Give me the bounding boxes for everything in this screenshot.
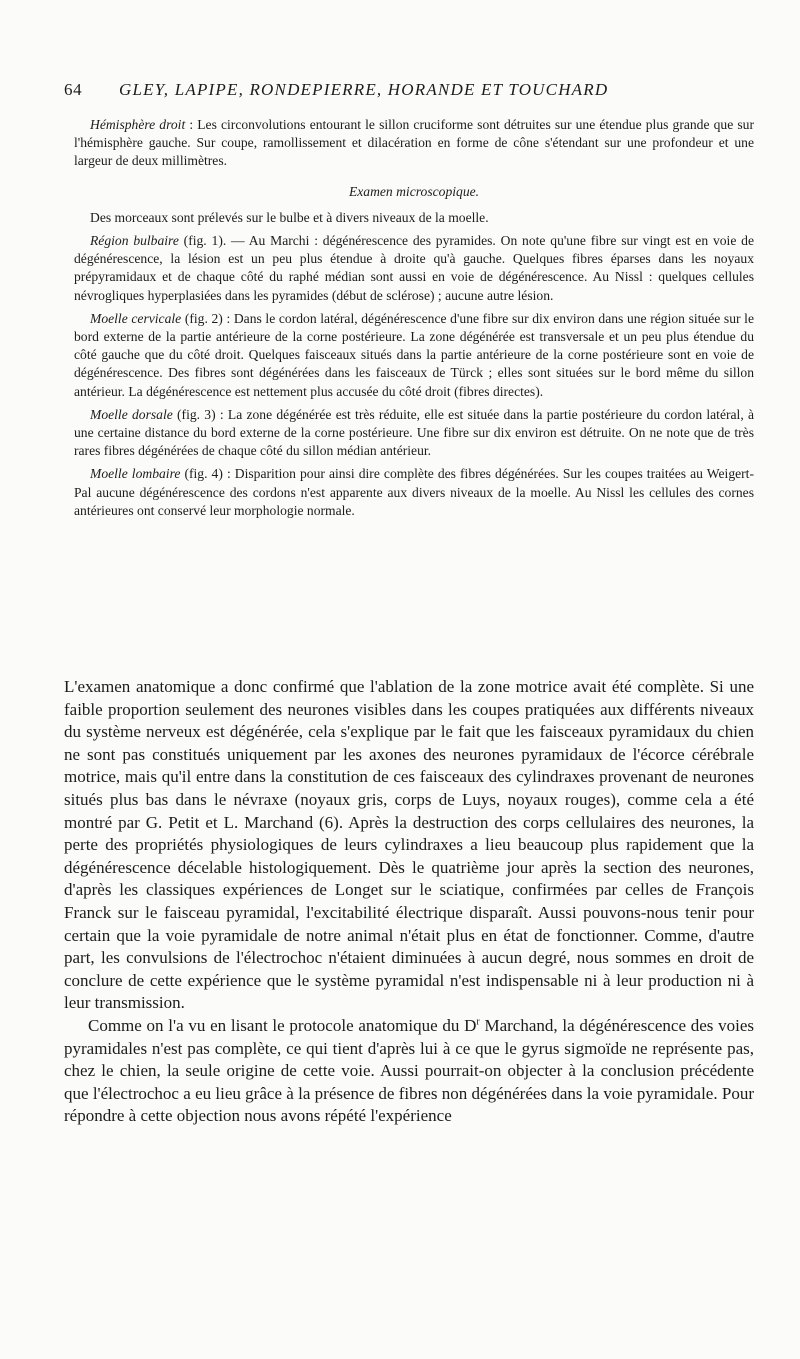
main-body-text: [64, 676, 754, 1128]
intro-paragraph: Des morceaux sont prélevés sur le bulbe et à divers niveaux de la moelle.: [90, 209, 489, 225]
dorsale-text: (fig. 3) : La zone dégénérée est très réduite, elle est située dans la partie postérieure du cordon latéral, à une certaine distance du bord externe de la corne postérieure. Une fibre sur dix environ est détruite. On ne note que de très rares fibres dégénérées de chaque côté du sillon médian antérieur.: [74, 406, 754, 459]
cervicale-label: Moelle cervicale: [90, 310, 182, 326]
bulbaire-label: Région bulbaire: [90, 233, 179, 249]
bulbaire-text: (fig. 1). — Au Marchi : dégénérescence des pyramides. On note qu'une fibre sur vingt est en voie de dégénérescence, la lésion est un peu plus étendue à droite qu'à gauche. Quelques fibres éparses dans les noyaux prépyramidaux et de chaque côté du raphé médian sont aussi en voie de dégénérescence. Au Nissl : quelques cellules névrogliques hyperplasiées dans les pyramides (début de sclérose) ; aucune autre lésion.: [74, 233, 754, 303]
lombaire-text: (fig. 4) : Disparition pour ainsi dire complète des fibres dégénérées. Sur les coupes traitées au Weigert-Pal aucune dégénérescence des cordons n'est apparente aux divers niveaux de la moelle. Au Nissl les cellules des cornes antérieures ont conservé leur morphologie normale.: [74, 466, 754, 518]
hemisphere-text: : Les circonvolutions entourant le sillon cruciforme sont détruites sur une étendue plus grande que sur l'hémisphère gauche. Sur coupe, ramollissement et dilacération en forme de cône s'étendant sur une profondeur et une largeur de deux millimètres.: [74, 117, 754, 169]
body-paragraph-2: [64, 1015, 754, 1128]
dorsale-label: Moelle dorsale: [90, 406, 173, 422]
body-paragraph-2-start: Comme on l'a vu en lisant le protocole anatomique du D: [88, 1015, 477, 1035]
running-title-authors: GLEY, LAPIPE, RONDEPIERRE, HORANDE ET TOUCHARD: [119, 80, 609, 99]
section-heading: Examen microscopique.: [348, 183, 480, 199]
page-number: 64: [64, 80, 83, 99]
lombaire-label: Moelle lombaire: [90, 466, 181, 482]
hemisphere-paragraph: [74, 116, 754, 171]
body-paragraph-2-end: Marchand, la dégénérescence des voies pyramidales n'est pas complète, ce qui tient d'après lui à ce que le gyrus sigmoïde ne représente pas, chez le chien, la seule origine de cette voie. Aussi pourrait-on objecter à la conclusion précédente que l'électrochoc a eu lieu grâce à la présence de fibres non dégénérées dans la voie pyramidale. Pour répondre à cette objection nous avons répété l'expérience: [64, 1015, 754, 1126]
bulbaire-paragraph: [74, 232, 754, 305]
lombaire-paragraph: [74, 465, 754, 520]
body-paragraph-1: L'examen anatomique a donc confirmé que l'ablation de la zone motrice avait été complète. Si une faible proportion seulement des neurones visibles dans les coupes pratiquées aux différents niveaux du système nerveux est dégénérée, cela s'explique par le fait que les faisceaux pyramidaux du chien ne sont pas constitués uniquement par les axones des neurones pyramidaux de l'écorce cérébrale motrice, mais qu'il entre dans la constitution de ces faisceaux des cylindraxes provenant de neurones situés plus bas dans le névraxe (noyaux gris, corps de Luys, noyaux rouges), comme cela a été montré par G. Petit et L. Marchand (6). Après la destruction des corps cellulaires des neurones, la perte des propriétés physiologiques de leurs cylindraxes a lieu beaucoup plus rapidement que la dégénérescence décelable histologiquement. Dès le quatrième jour après la section des neurones, d'après les classiques expériences de Longet sur le sciatique, confirmées par celles de François Franck sur le faisceau pyramidal, l'excitabilité électrique disparaît. Aussi pouvons-nous tenir pour certain que la voie pyramidale de notre animal n'était plus en état de fonctionner. Comme, d'autre part, les convulsions de l'électrochoc n'étaient diminuées à aucun degré, nous sommes en droit de conclure de cette expérience que le système pyramidal n'est indispensable ni à leur production ni à leur transmission.: [64, 677, 754, 1013]
cervicale-text: (fig. 2) : Dans le cordon latéral, dégénérescence d'une fibre sur dix environ dans une région située sur le bord externe de la partie antérieure de la corne postérieure. La zone dégénérée est transversale et un peu plus étendue du côté gauche que du côté droit. Quelques faisceaux situés dans la partie antérieure de la corne postérieure sont en voie de dégénérescence. Des fibres sont dégénérées dans les faisceaux de Türck ; elles sont situées sur le bord même du sillon antérieur. La dégénérescence est nettement plus accusée du côté droit (fibres directes).: [74, 310, 754, 399]
doctor-superscript: r: [476, 1016, 480, 1028]
cervicale-paragraph: [74, 310, 754, 401]
dorsale-paragraph: [74, 406, 754, 461]
hemisphere-label: Hémisphère droit: [90, 117, 186, 132]
protocol-small-text: [74, 116, 754, 525]
